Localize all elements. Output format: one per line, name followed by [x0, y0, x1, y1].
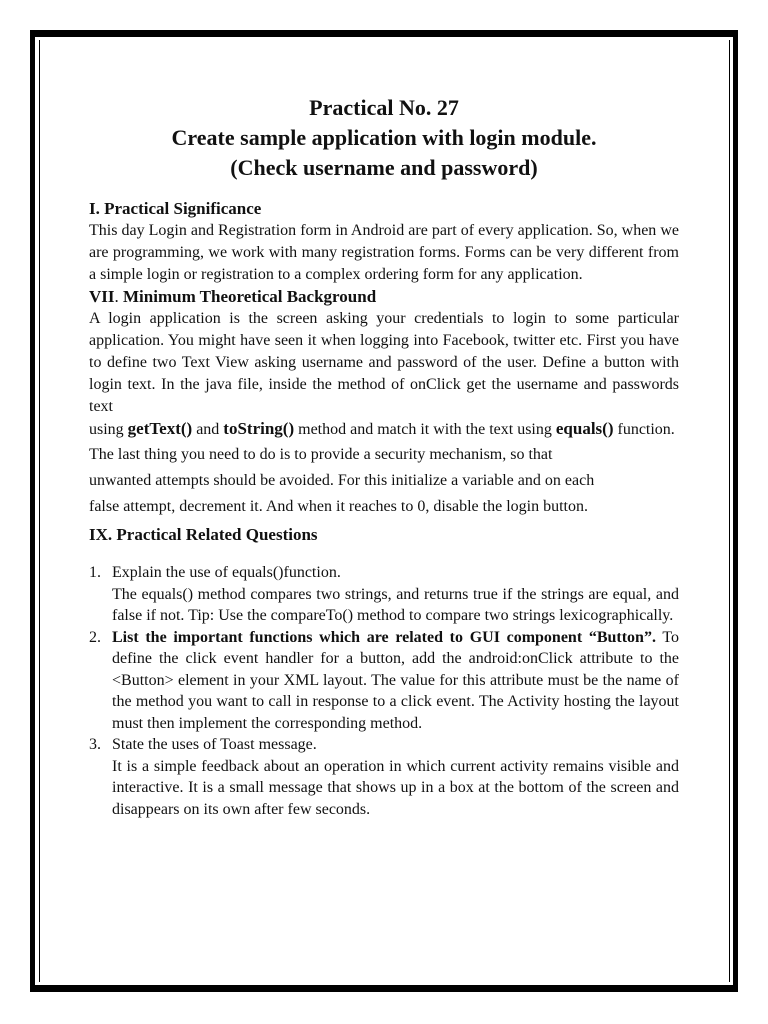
answer-text: The equals() method compares two strings, and returns true if the strings are equal, and false if not. Tip: Use the compareTo() method to compare two strings lexicographically.	[112, 585, 679, 624]
theory-p2-post: function.	[613, 421, 675, 438]
title-block	[0, 93, 768, 183]
equals-keyword: equals()	[555, 419, 614, 438]
theory-p3-line3: false attempt, decrement it. And when it reaches to 0, disable the login button.	[89, 498, 588, 515]
question-answer-combined	[112, 627, 679, 735]
question-text-bold: List the important functions which are related to GUI component “Button”.	[112, 628, 656, 646]
question-number: 2.	[89, 628, 101, 646]
practical-subtitle: (Check username and password)	[230, 155, 538, 180]
section-heading-significance: I. Practical Significance	[89, 199, 262, 218]
theory-heading-number: VII	[89, 287, 115, 306]
answer-text: It is a simple feedback about an operation in which current activity remains visible and interactive. It is a small message that shows up in a box at the bottom of the screen and disappears on its own after few seconds.	[112, 757, 679, 818]
theory-p2-mid2: method and match it with the text using	[294, 421, 556, 438]
theory-paragraph-2	[89, 418, 679, 441]
practical-number: Practical No. 27	[309, 95, 459, 120]
list-item	[89, 627, 679, 735]
practical-title: Create sample application with login module.	[171, 125, 597, 150]
significance-paragraph: This day Login and Registration form in Android are part of every application. So, when we are programming, we work with many registration forms. Forms can be very different from a simple login or registration to a complex ordering form for any application.	[89, 222, 679, 283]
theory-paragraph-1: A login application is the screen asking your credentials to login to some particular application. You might have seen it when logging into Facebook, twitter etc. First you have to define two Text View asking username and password of the user. Define a button with login text. In the java file, inside the method of onClick get the username and passwords text	[89, 310, 679, 415]
section-heading-questions: IX. Practical Related Questions	[89, 525, 318, 544]
list-item	[89, 734, 679, 820]
theory-paragraph-3	[89, 442, 679, 520]
question-number: 3.	[89, 736, 101, 753]
question-text: State the uses of Toast message.	[112, 736, 317, 753]
answer-text: To define the click event handler for a button, add the android:onClick attribute to the <Button> element in your XML layout. The value for this attribute must be the name of the method you want to call in response to a click event. The Activity hosting the layout must then implement the corresponding method.	[112, 628, 679, 732]
list-item	[89, 562, 679, 627]
question-number: 1.	[89, 564, 101, 581]
gettext-keyword: getText()	[127, 419, 193, 438]
theory-p3-line1: The last thing you need to do is to provide a security mechanism, so that	[89, 446, 553, 463]
theory-p2-mid1: and	[192, 421, 224, 438]
theory-heading-text: Minimum Theoretical Background	[118, 287, 377, 306]
questions-list	[89, 562, 679, 820]
theory-p3-line2: unwanted attempts should be avoided. For this initialize a variable and on each	[89, 472, 595, 489]
section-heading-theory	[89, 286, 679, 308]
theory-heading-dot: .	[114, 287, 119, 306]
question-text: Explain the use of equals()function.	[112, 564, 341, 581]
tostring-keyword: toString()	[223, 419, 295, 438]
document-content	[89, 198, 679, 820]
theory-p2-pre: using	[89, 421, 128, 438]
